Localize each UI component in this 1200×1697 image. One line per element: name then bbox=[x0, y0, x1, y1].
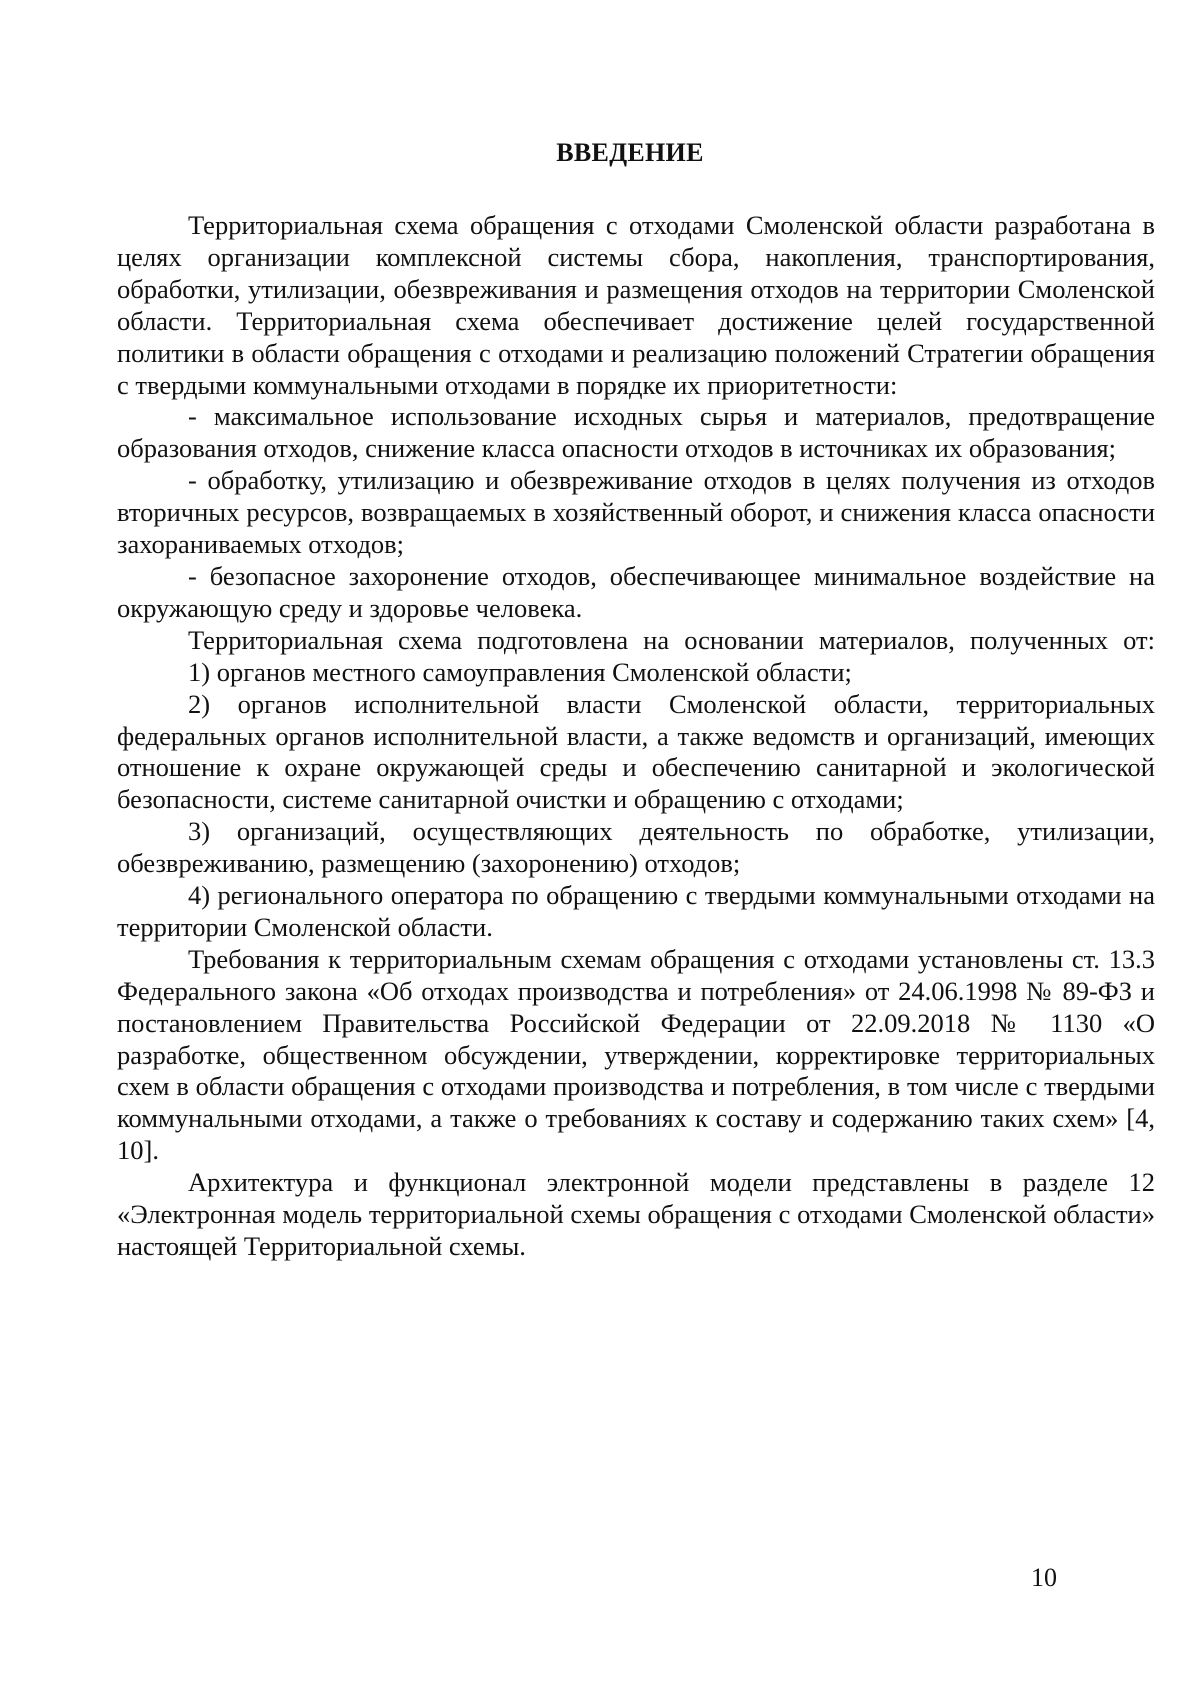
paragraph-sources-intro: Территориальная схема подготовлена на основании материалов, полученных от: bbox=[188, 624, 1155, 655]
paragraph-intro: Территориальная схема обращения с отходами Смоленской области разработана в целях организации комплексной системы сбора, накопления, транспортирования, обработки, утилизации, обезвреживания и размещения отходов на территории Смоленской области. Территориальная схема обеспечивает достижение целей государственной политики в области обращения с отходами и реализацию положений Стратегии обращения с твердыми коммунальными отходами в порядке их приоритетности: bbox=[117, 210, 1155, 400]
paragraph-source-3: 3) организаций, осуществляющих деятельность по обработке, утилизации, обезвреживанию, размещению (захоронению) отходов; bbox=[117, 816, 1155, 879]
paragraph-item-3: - безопасное захоронение отходов, обеспечивающее минимальное воздействие на окружающую среду и здоровье человека. bbox=[117, 560, 1155, 623]
page-number: 10 bbox=[1031, 1563, 1057, 1592]
paragraph-item-2: - обработку, утилизацию и обезвреживание отходов в целях получения из отходов вторичных ресурсов, возвращаемых в хозяйственный оборот, и снижения класса опасности захораниваемых отходов; bbox=[117, 465, 1155, 560]
paragraph-architecture: Архитектура и функционал электронной модели представлены в разделе 12 «Электронная модель территориальной схемы обращения с отходами Смоленской области» настоящей Территориальной схемы. bbox=[117, 1167, 1155, 1261]
paragraph-requirements: Требования к территориальным схемам обращения с отходами установлены ст. 13.3 Федерального закона «Об отходах производства и потребления» от 24.06.1998 № 89-ФЗ и постановлением Правительства Российской Федерации от 22.09.2018 № 1130 «О разработке, общественном обсуждении, утверждении, корректировке территориальных схем в области обращения с отходами производства и потребления, в том числе с твердыми коммунальными отходами, а также о требованиях к составу и содержанию таких схем» [4, 10]. bbox=[117, 943, 1155, 1166]
paragraph-source-2: 2) органов исполнительной власти Смоленской области, территориальных федеральных органов исполнительной власти, а также ведомств и организаций, имеющих отношение к охране окружающей среды и обеспечению санитарной и экологической безопасности, системе санитарной очистки и обращению с отходами; bbox=[117, 688, 1155, 815]
paragraph-source-1: 1) органов местного самоуправления Смоленской области; bbox=[188, 656, 852, 687]
document-body bbox=[117, 210, 1155, 1263]
paragraph-item-1: - максимальное использование исходных сырья и материалов, предотвращение образования отходов, снижение класса опасности отходов в источниках их образования; bbox=[117, 401, 1155, 464]
section-title: ВВЕДЕНИЕ bbox=[556, 138, 704, 167]
paragraph-source-4: 4) регионального оператора по обращению с твердыми коммунальными отходами на территории Смоленской области. bbox=[117, 880, 1155, 942]
